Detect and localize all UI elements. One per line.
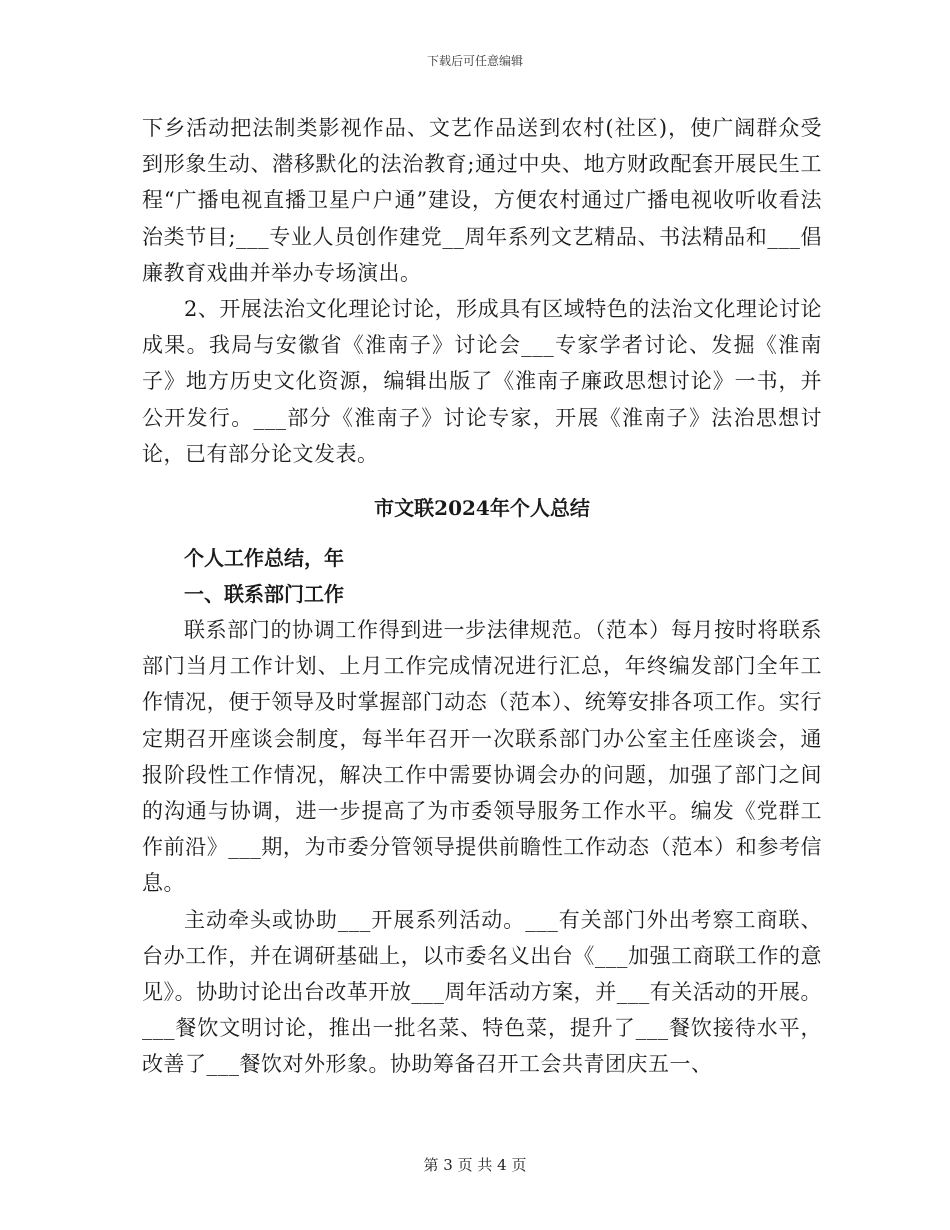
body-paragraph-liaison: 联系部门的协调工作得到进一步法律规范。（范本）每月按时将联系部门当月工作计划、上月工作完成情况进行汇总，年终编发部门全年工作情况，便于领导及时掌握部门动态（范本）、统筹安排各项工作。实行定期召开座谈会制度，每半年召开一次联系部门办公室主任座谈会，通报阶段性工作情况，解决工作中需要协调会办的问题，加强了部门之间的沟通与协调，进一步提高了为市委领导服务工作水平。编发《党群工作前沿》___期，为市委分管领导提供前瞻性工作动态（范本）和参考信息。 — [142, 618, 822, 896]
page-number-footer: 第 3 页 共 4 页 — [423, 1156, 527, 1174]
body-paragraph-activities: 主动牵头或协助___开展系列活动。___有关部门外出考察工商联、台办工作，并在调研基础上，以市委名义出台《___加强工商联工作的意见》。协助讨论出台改革开放___周年活动方案，并___有关活动的开展。___餐饮文明讨论，推出一批名菜、特色菜，提升了___餐饮接待水平，改善了___餐饮对外形象。协助筹备召开工会共青团庆五一、 — [142, 907, 822, 1077]
document-title: 市文联2024年个人总结 — [374, 496, 590, 521]
document-body — [142, 110, 822, 1083]
body-paragraph-item-2: 2、开展法治文化理论讨论，形成具有区域特色的法治文化理论讨论成果。我局与安徽省《淮南子》讨论会___专家学者讨论、发掘《淮南子》地方历史文化资源，编辑出版了《淮南子廉政思想讨论》一书，并公开发行。___部分《淮南子》讨论专家，开展《淮南子》法治思想讨论，已有部分论文发表。 — [142, 297, 822, 466]
section-heading-1: 一、联系部门工作 — [184, 582, 344, 607]
document-subtitle: 个人工作总结，年 — [184, 546, 344, 571]
page-header: 下载后可任意编辑 — [426, 54, 523, 68]
body-paragraph-continued: 下乡活动把法制类影视作品、文艺作品送到农村(社区)，使广阔群众受到形象生动、潜移默化的法治教育;通过中央、地方财政配套开展民生工程“广播电视直播卫星户户通”建设，方便农村通过广播电视收听收看法治类节目;___专业人员创作建党__周年系列文艺精品、书法精品和___倡廉教育戏曲并举办专场演出。 — [142, 116, 822, 285]
